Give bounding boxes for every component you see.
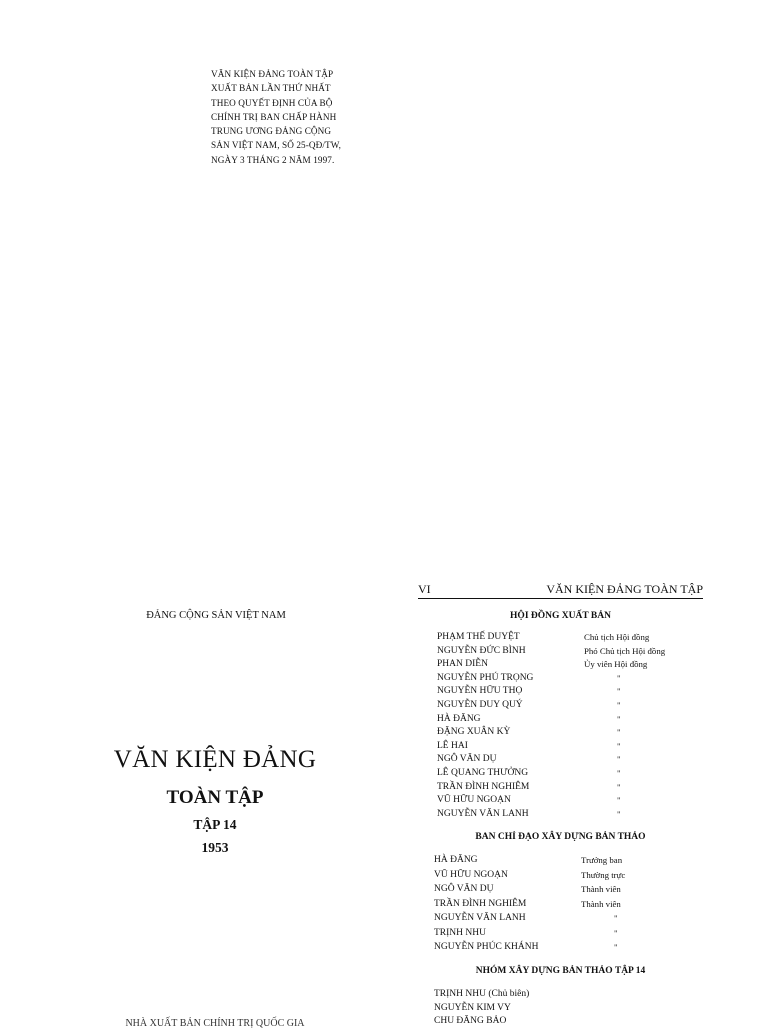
member-row	[434, 1015, 714, 1028]
member-role: Thường trực	[581, 869, 626, 880]
member-row	[434, 927, 714, 940]
section-title-drafting-group: NHÓM XÂY DỰNG BẢN THẢO TẬP 14	[475, 966, 646, 976]
page-number: VI	[418, 582, 431, 596]
member-name: NGUYỄN DUY QUÝ	[437, 700, 523, 710]
member-role: Thành viên	[581, 898, 621, 909]
member-row	[434, 1002, 714, 1015]
member-role: "	[617, 768, 621, 778]
notice-line: THEO QUYẾT ĐỊNH CỦA BỘ	[211, 97, 333, 108]
member-name: TRỊNH NHU (Chủ biên)	[434, 989, 530, 999]
member-role: "	[617, 727, 621, 738]
member-row	[437, 713, 717, 726]
notice-line: XUẤT BẢN LẦN THỨ NHẤT	[211, 83, 331, 94]
member-role: Chủ tịch Hội đồng	[584, 632, 650, 642]
member-row	[437, 794, 717, 807]
member-name: HÀ ĐĂNG	[437, 713, 481, 724]
member-name: NGÔ VĂN DỤ	[437, 754, 497, 765]
section-title-steering-committee: BAN CHỈ ĐẠO XÂY DỰNG BẢN THẢO	[475, 832, 646, 842]
member-name: LÊ QUANG THƯỞNG	[437, 768, 529, 778]
member-name: NGUYỄN PHÚ TRỌNG	[437, 672, 534, 683]
member-role: "	[617, 795, 621, 806]
publication-notice	[211, 67, 345, 167]
member-role: Thành viên	[581, 884, 621, 894]
member-name: HÀ ĐĂNG	[434, 855, 478, 865]
member-role: "	[617, 781, 621, 792]
member-role: Trưởng ban	[581, 855, 623, 865]
running-title: VĂN KIỆN ĐẢNG TOÀN TẬP	[546, 582, 703, 596]
book-subtitle: TOÀN TẬP	[166, 787, 264, 808]
member-role: Phó Chủ tịch Hội đồng	[584, 645, 666, 656]
member-name: NGUYỄN PHÚC KHÁNH	[434, 942, 539, 952]
member-row	[437, 658, 717, 671]
member-row	[437, 740, 717, 753]
member-row	[437, 767, 717, 780]
volume-number: TẬP 14	[193, 817, 237, 832]
member-name: NGUYỄN HỮU THỌ	[437, 686, 523, 697]
member-row	[437, 753, 717, 766]
member-row	[434, 988, 714, 1001]
member-role: "	[614, 913, 618, 923]
member-role: "	[617, 808, 621, 819]
member-name: NGÔ VĂN DỤ	[434, 884, 494, 894]
member-name: VŨ HỮU NGOẠN	[434, 869, 508, 880]
section-title-publishing-council: HỘI ĐỒNG XUẤT BẢN	[510, 611, 611, 621]
member-role: "	[614, 927, 618, 938]
member-name: ĐẶNG XUÂN KỲ	[437, 727, 511, 738]
member-role: "	[617, 672, 621, 683]
member-name: NGUYỄN KIM VY	[434, 1002, 511, 1013]
notice-line: VĂN KIỆN ĐẢNG TOÀN TẬP	[211, 69, 334, 79]
notice-line: SẢN VIỆT NAM, SỐ 25-QĐ/TW,	[211, 140, 342, 151]
member-row	[437, 699, 717, 712]
member-name: PHAN DIỄN	[437, 659, 488, 670]
member-name: TRẦN ĐÌNH NGHIÊM	[434, 898, 527, 909]
member-name: NGUYỄN VĂN LANH	[434, 913, 526, 923]
member-role: "	[617, 740, 621, 751]
member-role: "	[614, 942, 618, 952]
member-row	[434, 941, 714, 954]
member-row	[437, 672, 717, 685]
member-name: CHU ĐĂNG BẢO	[434, 1016, 507, 1027]
member-row	[437, 631, 717, 644]
member-name: TRỊNH NHU	[434, 927, 486, 938]
member-row	[437, 685, 717, 698]
member-name: VŨ HỮU NGOẠN	[437, 795, 511, 806]
member-row	[437, 726, 717, 739]
member-row	[437, 645, 717, 658]
running-header	[418, 582, 703, 599]
notice-line: TRUNG ƯƠNG ĐẢNG CỘNG	[211, 126, 332, 137]
member-role: Ủy viên Hội đồng	[584, 659, 648, 670]
member-row	[434, 869, 714, 882]
member-role: "	[617, 754, 621, 765]
member-role: "	[617, 713, 621, 724]
member-role: "	[617, 686, 621, 697]
member-name: NGUYỄN VĂN LANH	[437, 808, 529, 819]
member-row	[437, 808, 717, 821]
notice-line: CHÍNH TRỊ BAN CHẤP HÀNH	[211, 111, 337, 122]
notice-line: NGÀY 3 THÁNG 2 NĂM 1997.	[211, 154, 335, 165]
member-row	[434, 854, 714, 867]
publisher-line: NHÀ XUẤT BẢN CHÍNH TRỊ QUỐC GIA	[125, 1018, 305, 1029]
member-name: TRẦN ĐÌNH NGHIÊM	[437, 781, 530, 792]
member-row	[434, 898, 714, 911]
volume-year: 1953	[201, 840, 229, 855]
party-name: ĐẢNG CỘNG SẢN VIỆT NAM	[146, 610, 286, 621]
member-name: LÊ HAI	[437, 740, 468, 751]
member-name: PHẠM THẾ DUYỆT	[437, 632, 520, 642]
book-title: VĂN KIỆN ĐẢNG	[113, 746, 317, 773]
member-row	[437, 781, 717, 794]
member-name: NGUYỄN ĐỨC BÌNH	[437, 645, 526, 656]
member-role: "	[617, 700, 621, 710]
member-row	[434, 883, 714, 896]
member-row	[434, 912, 714, 925]
